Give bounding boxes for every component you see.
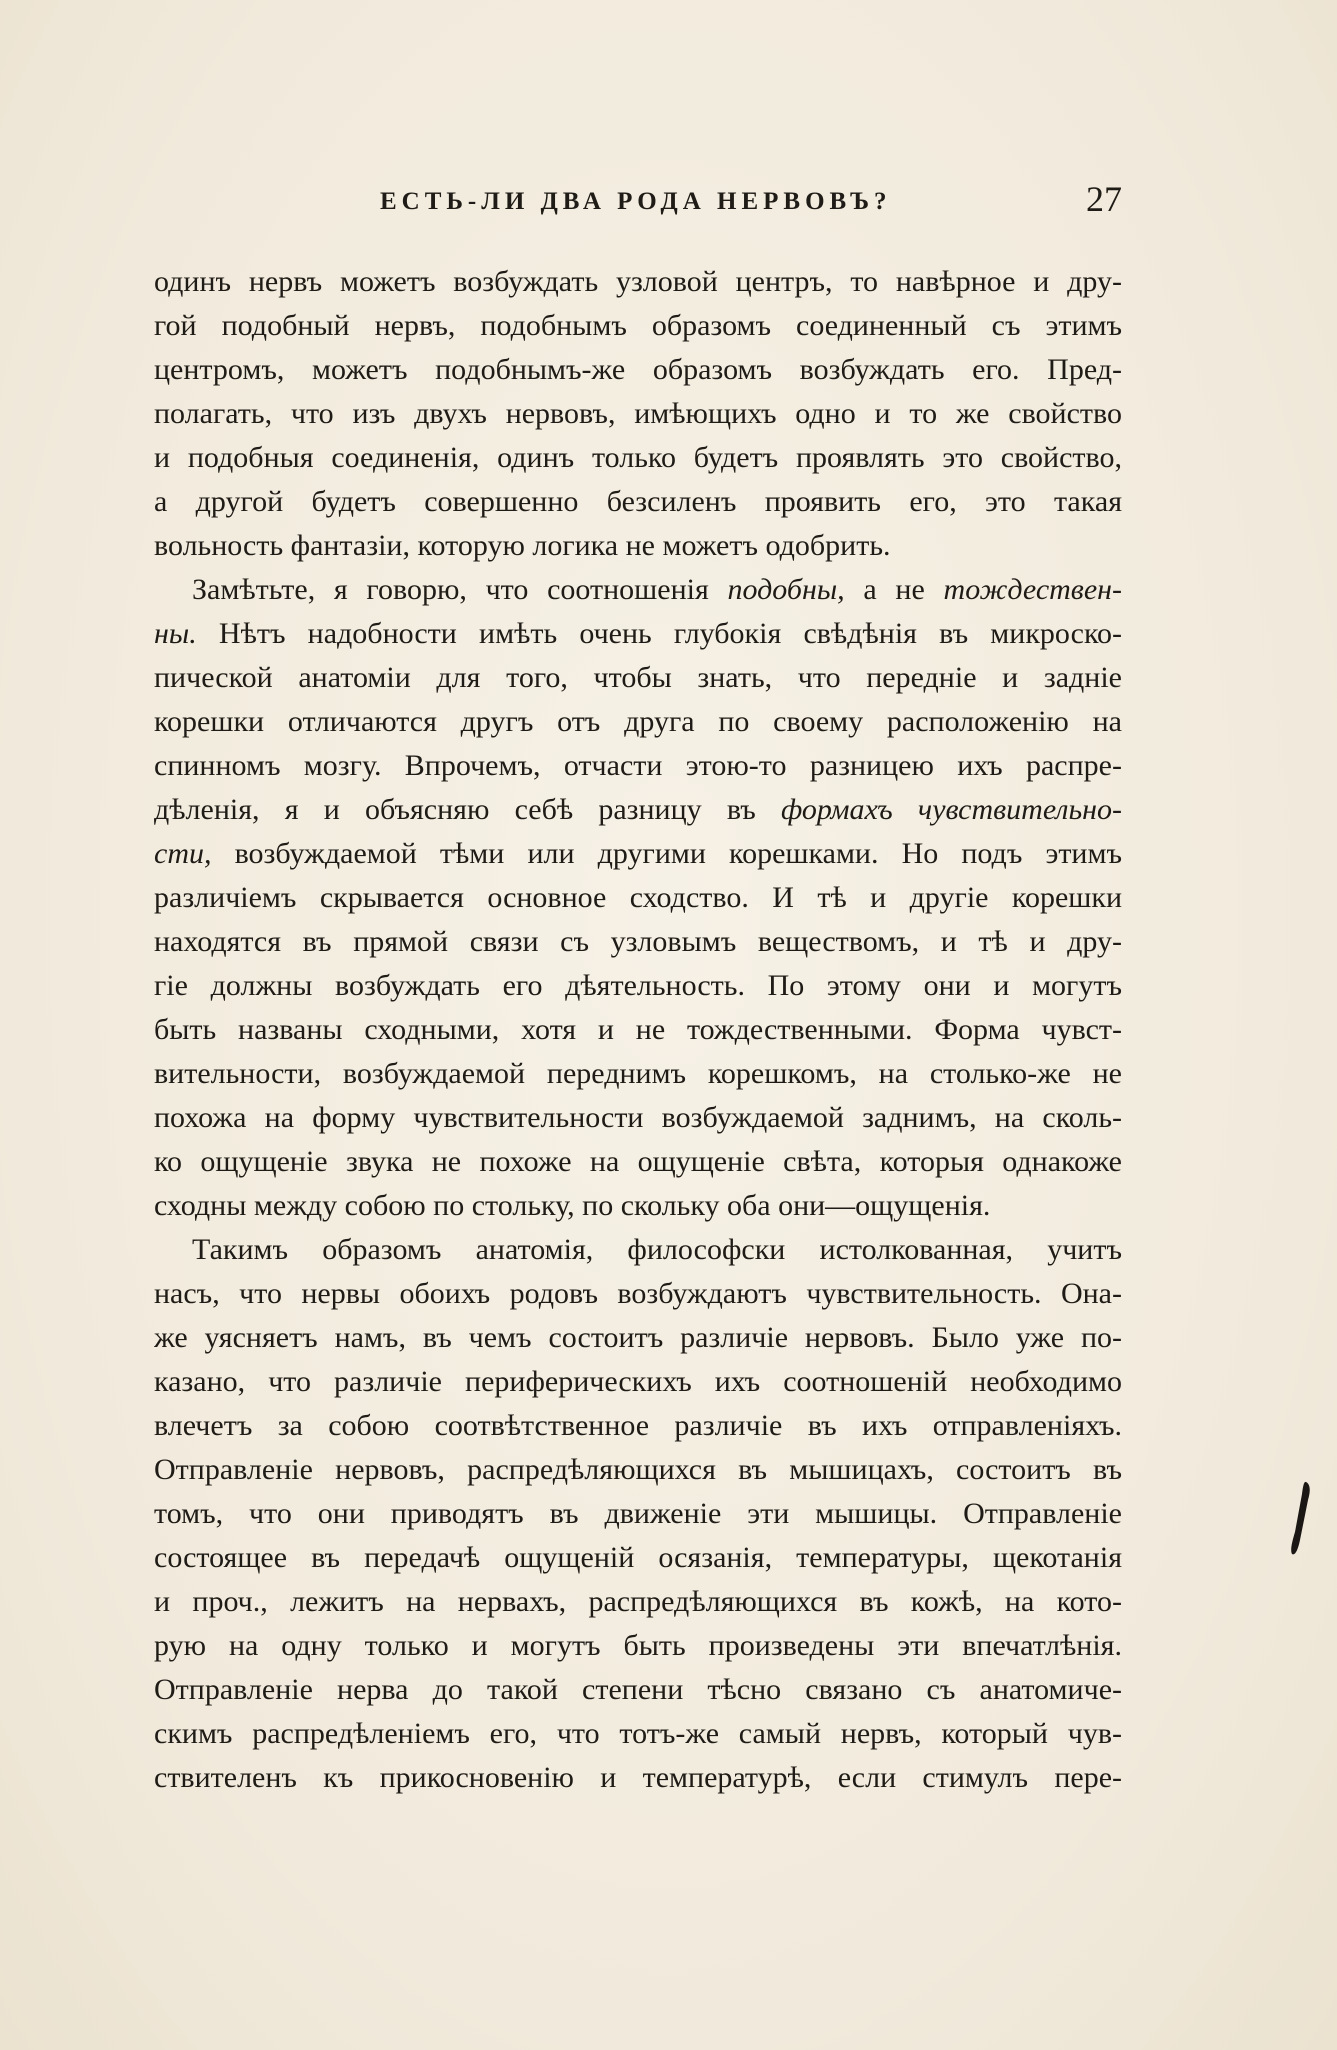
text-line: рую на одну только и могутъ быть произведены эти впечатлѣнія. <box>154 1629 1122 1662</box>
page-number: 27 <box>1086 179 1122 219</box>
text-line: гой подобный нервъ, подобнымъ образомъ соединенный съ этимъ <box>154 309 1122 342</box>
text-line: сходны между собою по стольку, по скольку оба они—ощущенія. <box>154 1189 991 1222</box>
text-line: казано, что различіе периферическихъ ихъ соотношеній необходимо <box>154 1365 1122 1398</box>
text-line: состоящее въ передачѣ ощущеній осязанія, температуры, щекотанія <box>154 1541 1122 1574</box>
italic-emphasis: тождествен- <box>943 573 1122 606</box>
text-segment: Нѣтъ надобности имѣть очень глубокія свѣдѣнія въ микроско- <box>196 617 1122 650</box>
text-line: вительности, возбуждаемой переднимъ корешкомъ, на столько-же не <box>154 1057 1122 1090</box>
text-line: Отправленіе нерва до такой степени тѣсно связано съ анатомиче- <box>154 1673 1122 1706</box>
text-line: Такимъ образомъ анатомія, философски истолкованная, учитъ <box>192 1233 1122 1266</box>
text-line <box>154 788 1122 832</box>
text-line: и подобныя соединенія, одинъ только будетъ проявлять это свойство, <box>154 441 1122 474</box>
text-line: томъ, что они приводятъ въ движеніе эти мышицы. Отправленіе <box>154 1497 1122 1530</box>
text-line: влечетъ за собою соотвѣтственное различіе въ ихъ отправленіяхъ. <box>154 1409 1122 1442</box>
page-header <box>152 178 1122 228</box>
text-line: и проч., лежитъ на нервахъ, распредѣляющихся въ кожѣ, на кото- <box>154 1585 1122 1618</box>
text-segment: дѣленія, я и объясняю себѣ разницу въ <box>154 793 781 826</box>
ink-blot-mark <box>1290 1480 1312 1558</box>
text-segment: возбуждаемой тѣми или другими корешками. Но подъ этимъ <box>211 837 1122 870</box>
text-line: ствителенъ къ прикосновенію и температурѣ, если стимулъ пере- <box>154 1761 1122 1794</box>
italic-emphasis: ны. <box>154 617 197 650</box>
text-line: полагать, что изъ двухъ нервовъ, имѣющихъ одно и то же свойство <box>154 397 1122 430</box>
italic-emphasis: формахъ чувствительно- <box>781 793 1122 826</box>
running-title: ЕСТЬ-ЛИ ДВА РОДА НЕРВОВЪ? <box>380 188 892 215</box>
text-line: быть названы сходными, хотя и не тождественными. Форма чувст- <box>154 1013 1122 1046</box>
text-line: находятся въ прямой связи съ узловымъ веществомъ, и тѣ и дру- <box>154 925 1122 958</box>
text-line: спинномъ мозгу. Впрочемъ, отчасти этою-то разницею ихъ распре- <box>154 749 1122 782</box>
text-line: похожа на форму чувствительности возбуждаемой заднимъ, на сколь- <box>154 1101 1122 1134</box>
text-line: гіе должны возбуждать его дѣятельность. По этому они и могутъ <box>154 969 1122 1002</box>
italic-emphasis: подобны, <box>727 573 845 606</box>
text-line: а другой будетъ совершенно безсиленъ проявить его, это такая <box>154 485 1122 518</box>
text-line: различіемъ скрывается основное сходство. И тѣ и другіе корешки <box>154 881 1122 914</box>
text-line <box>154 612 1122 656</box>
text-segment: а не <box>844 573 944 606</box>
text-segment: Замѣтьте, я говорю, что соотношенія <box>192 573 728 606</box>
text-line: вольность фантазіи, которую логика не можетъ одобрить. <box>154 529 891 562</box>
text-line: центромъ, можетъ подобнымъ-же образомъ возбуждать его. Пред- <box>154 353 1122 386</box>
text-line <box>154 568 1122 612</box>
text-line: корешки отличаются другъ отъ друга по своему расположенію на <box>154 705 1122 738</box>
text-line: насъ, что нервы обоихъ родовъ возбуждаютъ чувствительность. Она- <box>154 1277 1122 1310</box>
text-line: одинъ нервъ можетъ возбуждать узловой центръ, то навѣрное и дру- <box>154 265 1122 298</box>
body-text <box>154 260 1122 1800</box>
text-line: Отправленіе нервовъ, распредѣляющихся въ мышицахъ, состоитъ въ <box>154 1453 1122 1486</box>
text-line <box>154 832 1122 876</box>
text-line: ко ощущеніе звука не похоже на ощущеніе свѣта, которыя однакоже <box>154 1145 1122 1178</box>
text-line: пической анатоміи для того, чтобы знать, что передніе и задніе <box>154 661 1122 694</box>
italic-emphasis: сти, <box>154 837 212 870</box>
text-line: скимъ распредѣленіемъ его, что тотъ-же самый нервъ, который чув- <box>154 1717 1122 1750</box>
text-line: же уясняетъ намъ, въ чемъ состоитъ различіе нервовъ. Было уже по- <box>154 1321 1122 1354</box>
